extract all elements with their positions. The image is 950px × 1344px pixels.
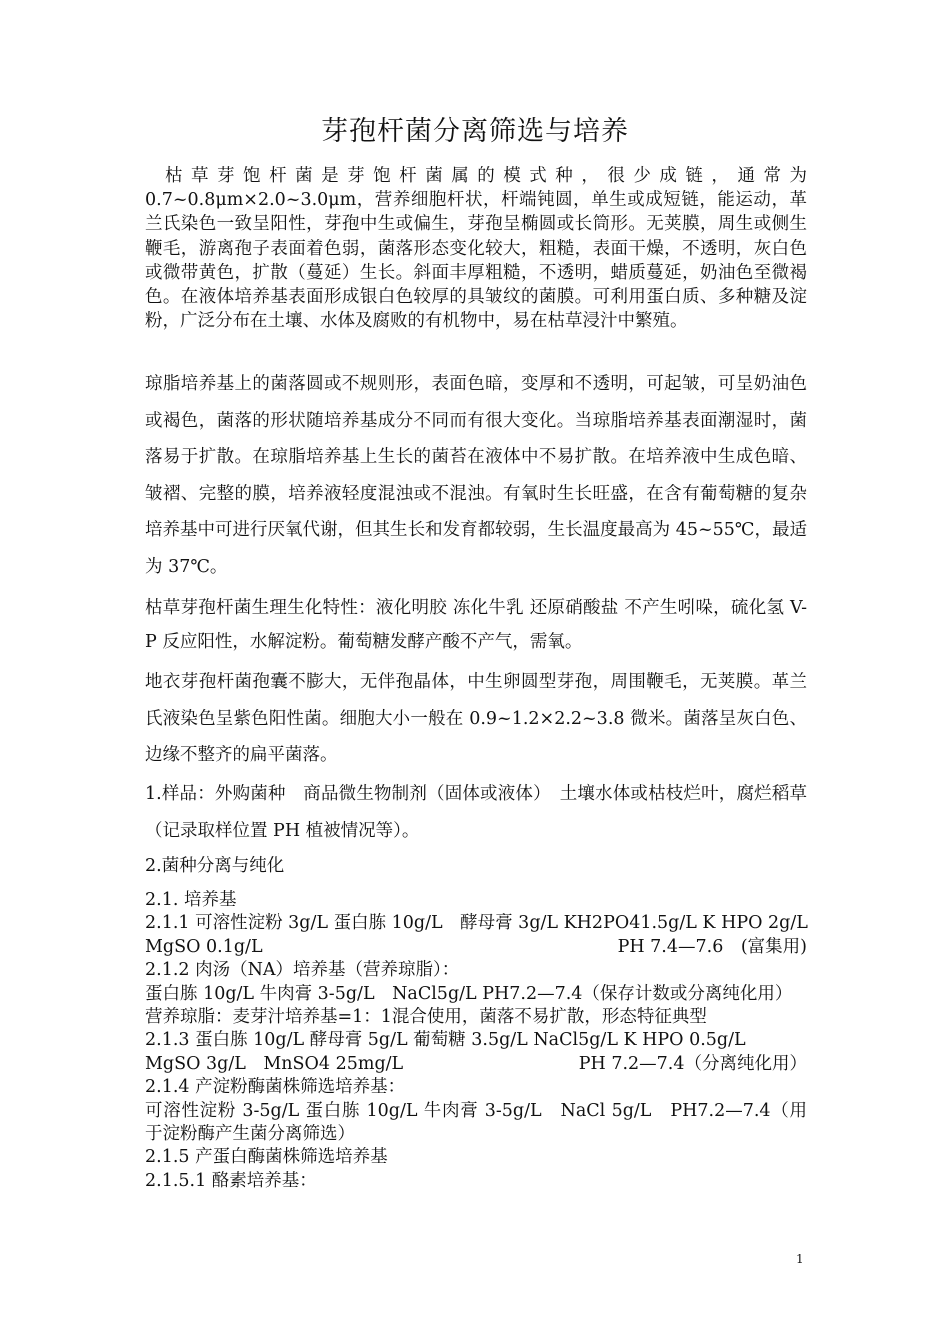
recipe-2-1-4-heading: 2.1.4 产淀粉酶菌株筛选培养基： <box>145 1077 406 1098</box>
page-number: 1 <box>796 1252 804 1266</box>
recipe-2-1-4-ingredients: 可溶性淀粉 3-5g/L 蛋白胨 10g/L 牛肉膏 3-5g/L NaCl 5g/L PH7.2—7.4（用于淀粉酶产生菌分离筛选） <box>145 1100 807 1145</box>
recipe-2-1-2-heading: 2.1.2 肉汤（NA）培养基（营养琼脂）： <box>145 960 460 981</box>
recipe-2-1-3-ph: PH 7.2—7.4（分离纯化用） <box>578 1053 807 1074</box>
recipe-nutrient-agar-note: 营养琼脂：麦芽汁培养基=1：1混合使用，菌落不易扩散，形态特征典型 <box>145 1007 707 1028</box>
paragraph-agar-colony-features: 琼脂培养基上的菌落圆或不规则形，表面色暗，变厚和不透明，可起皱，可呈奶油色或褐色，菌落的形状随培养基成分不同而有很大变化。当琼脂培养基表面潮湿时，菌落易于扩散。在琼脂培养基上生长的菌苔在液体中不易扩散。在培养液中生成色暗、皱褶、完整的膜，培养液轻度混浊或不混浊。有氧时生长旺盛，在含有葡萄糖的复杂培养基中可进行厌氧代谢，但其生长和发育都较弱，生长温度最高为 45~55℃，最适为 37℃。 <box>145 374 807 577</box>
paragraph-bacillus-subtilis-description: 枯草芽饱杆菌是芽饱杆菌属的模式种，很少成链，通常为 0.7~0.8μm×2.0~3.0μm，营养细胞杆状，杆端钝圆，单生或成短链，能运动，革兰氏染色一致呈阳性，芽孢中生或偏生，芽孢呈椭圆或长筒形。无荚膜，周生或侧生鞭毛，游离孢子表面着色弱，菌落形态变化较大，粗糙，表面干燥，不透明，灰白色或微带黄色，扩散（蔓延）生长。斜面丰厚粗糙，不透明，蜡质蔓延，奶油色至微褐色。在液体培养基表面形成银白色较厚的具皱纹的菌膜。可利用蛋白质、多种糖及淀粉，广泛分布在土壤、水体及腐败的有机物中，易在枯草浸汁中繁殖。 <box>145 166 807 332</box>
paragraph-physiological-biochemical: 枯草芽孢杆菌生理生化特性：液化明胶 冻化牛乳 还原硝酸盐 不产生吲哚，硫化氢 V-P 反应阳性，水解淀粉。葡萄糖发酵产酸不产气，需氧。 <box>145 598 807 652</box>
recipe-2-1-3-mgso: MgSO 3g/L MnSO4 25mg/L <box>145 1053 404 1074</box>
recipe-2-1-3: 2.1.3 蛋白胨 10g/L 酵母膏 5g/L 葡萄糖 3.5g/L NaCl5g/L K HPO 0.5g/L <box>145 1030 746 1051</box>
medium-recipes <box>145 889 807 1193</box>
recipe-2-1-2-ingredients: 蛋白胨 10g/L 牛肉膏 3-5g/L NaCl5g/L PH7.2—7.4（保存计数或分离纯化用） <box>145 983 793 1004</box>
recipe-2-1-1-continued <box>145 936 807 959</box>
recipe-2-1-1-mgso: MgSO 0.1g/L <box>145 936 263 957</box>
subheading-medium: 2.1. 培养基 <box>145 890 237 910</box>
document-title: 芽孢杆菌分离筛选与培养 <box>321 116 629 147</box>
paragraph-sample-source: 1.样品：外购菌种 商品微生物制剂（固体或液体） 土壤水体或枯枝烂叶，腐烂稻草（记录取样位置 PH 植被情况等）。 <box>145 784 807 841</box>
section-heading-isolation: 2.菌种分离与纯化 <box>145 856 285 876</box>
recipe-2-1-3-continued <box>145 1053 807 1076</box>
recipe-2-1-1-ph: PH 7.4—7.6 (富集用) <box>617 936 807 957</box>
recipe-2-1-5-1-heading: 2.1.5.1 酪素培养基： <box>145 1170 317 1191</box>
paragraph-bacillus-licheniformis: 地衣芽孢杆菌孢囊不膨大，无伴孢晶体，中生卵圆型芽孢，周围鞭毛，无荚膜。革兰氏液染色呈紫色阳性菌。细胞大小一般在 0.9~1.2×2.2~3.8 微米。菌落呈灰白色、边缘不整齐的扁平菌落。 <box>145 672 807 765</box>
recipe-2-1-5-heading: 2.1.5 产蛋白酶菌株筛选培养基 <box>145 1147 388 1168</box>
recipe-2-1-1: 2.1.1 可溶性淀粉 3g/L 蛋白胨 10g/L 酵母膏 3g/L KH2PO41.5g/L K HPO 2g/L <box>145 913 808 934</box>
